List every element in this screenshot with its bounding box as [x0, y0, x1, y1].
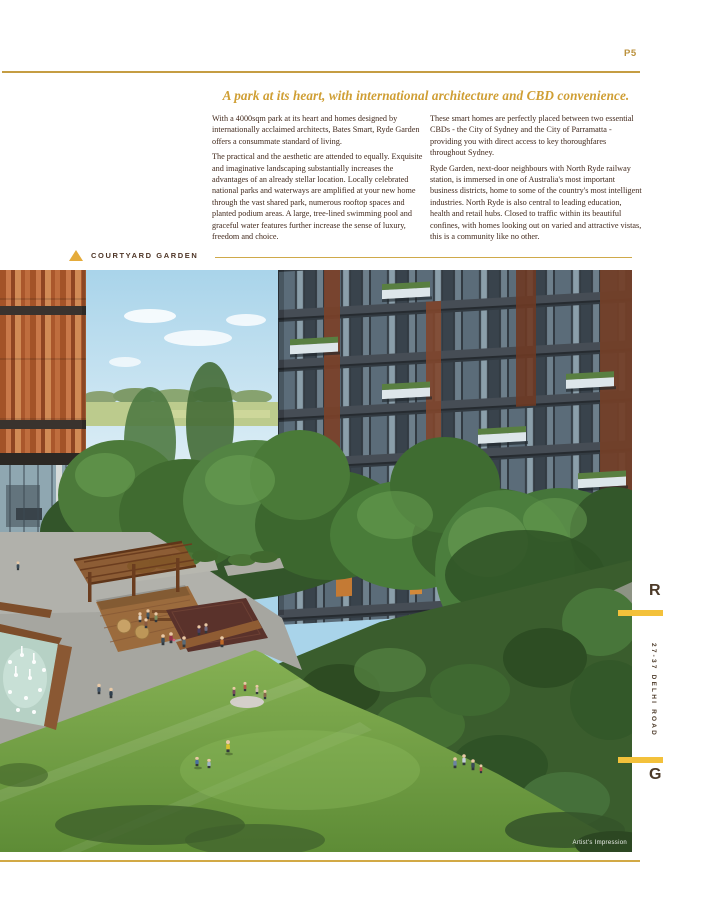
intro-paragraph: The practical and the aesthetic are attended to equally. Exquisite and imaginative landscaping substantially increases the advantages of an already stellar location. Locally celebrated national parks and waterways are amplified at your new home through the vast shared park, numerous rooftop spaces and planted podium areas. A large, tree-lined swimming pool and graceful water features further increase the sense of luxury, freedom and choice.	[212, 152, 423, 242]
intro-columns	[212, 113, 642, 246]
photo-caption-row	[0, 248, 710, 264]
brand-letter-r: R	[649, 582, 661, 599]
courtyard-garden-rendering	[0, 270, 632, 852]
brand-letter-g: G	[649, 766, 662, 783]
rendering-scene	[0, 270, 632, 852]
gold-bar-bottom	[618, 757, 663, 763]
top-rule	[2, 71, 640, 73]
page-number: P5	[624, 48, 637, 59]
intro-left-column	[212, 113, 424, 246]
intro-right-column	[430, 113, 642, 246]
artist-impression-credit: Artist's Impression	[572, 840, 627, 846]
intro-paragraph: Ryde Garden, next-door neighbours with North Ryde railway station, is immersed in one of Australia's most important business districts, home to some of the country's most intelligent industries. North Ryde is also central to leading education, health and retail hubs. Closed to traffic within its beautiful confines, with homes looking out on varied and attractive vistas, this is a community like no other.	[430, 163, 642, 242]
caption-rule	[215, 257, 632, 258]
bottom-rule	[0, 860, 640, 862]
intro-paragraph: These smart homes are perfectly placed between two essential CBDs - the City of Sydney and the City of Parramatta - providing you with direct access to key thoroughfares throughout Sydney.	[430, 114, 634, 158]
triangle-marker-icon	[69, 250, 83, 261]
gold-bar-top	[618, 610, 663, 616]
headline: A park at its heart, with international architecture and CBD convenience.	[222, 88, 630, 103]
intro-paragraph: With a 4000sqm park at its heart and homes designed by internationally acclaimed architects, Bates Smart, Ryde Garden offers a consummate standard of living.	[212, 114, 420, 146]
vertical-address: 27-37 DELHI ROAD	[650, 643, 657, 738]
photo-caption: COURTYARD GARDEN	[91, 251, 199, 260]
